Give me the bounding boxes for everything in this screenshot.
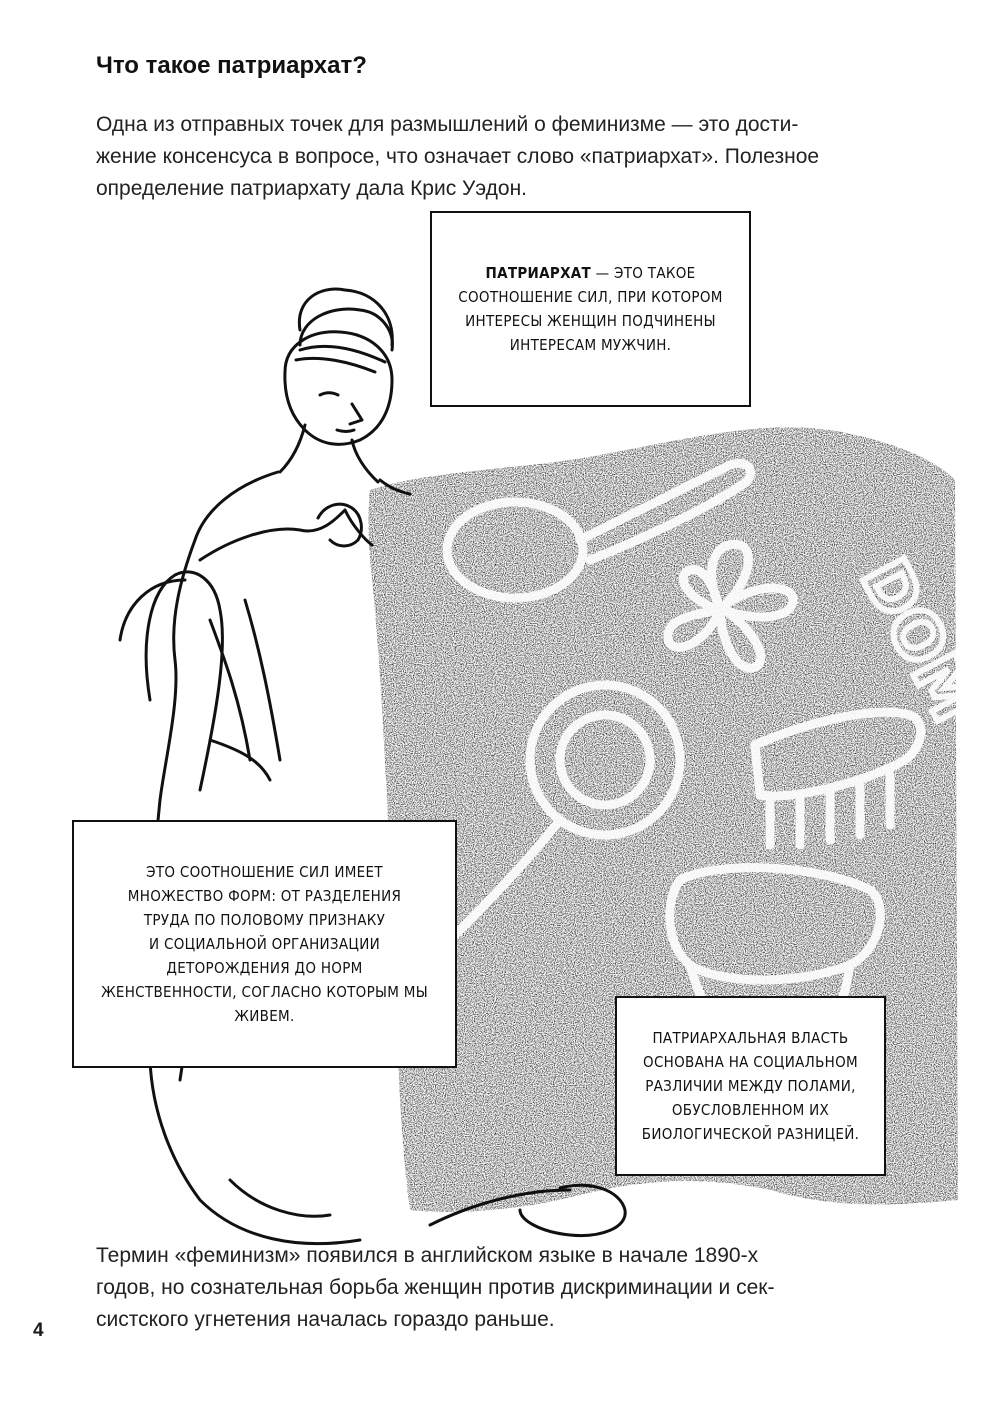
caption-text: ИНТЕРЕСЫ ЖЕНЩИН ПОДЧИНЕНЫ (465, 312, 716, 330)
closing-paragraph (96, 1240, 916, 1336)
closing-line: годов, но сознательная борьба женщин против дискриминации и сек- (96, 1276, 775, 1299)
intro-line: определение патриархату дала Крис Уэдон. (96, 177, 528, 200)
caption-box-definition (430, 211, 751, 407)
caption-text: ДЕТОРОЖДЕНИЯ ДО НОРМ (166, 959, 363, 977)
caption-text: И СОЦИАЛЬНОЙ ОРГАНИЗАЦИИ (148, 935, 380, 953)
caption-term: ПАТРИАРХАТ (485, 264, 592, 282)
cloth-word: DOM (845, 547, 992, 734)
caption-text: РАЗЛИЧИИ МЕЖДУ ПОЛАМИ, (645, 1077, 856, 1095)
caption-text: ИНТЕРЕСАМ МУЖЧИН. (509, 336, 672, 354)
intro-line: Одна из отправных точек для размышлений о феминизме — это дости- (96, 113, 799, 136)
caption-text: ОБУСЛОВЛЕННОМ ИХ (671, 1101, 830, 1119)
page-heading: Что такое патриархат? (96, 52, 367, 79)
caption-box-forms (72, 820, 457, 1068)
caption-text: ЖЕНСТВЕННОСТИ, СОГЛАСНО КОТОРЫМ МЫ (101, 983, 428, 1001)
caption-text: БИОЛОГИЧЕСКОЙ РАЗНИЦЕЙ. (641, 1125, 860, 1143)
caption-text: ТРУДА ПО ПОЛОВОМУ ПРИЗНАКУ (143, 911, 386, 929)
closing-line: Термин «феминизм» появился в английском языке в начале 1890-х (96, 1244, 759, 1267)
caption-text: МНОЖЕСТВО ФОРМ: ОТ РАЗДЕЛЕНИЯ (127, 887, 402, 905)
intro-line: жение консенсуса в вопросе, что означает слово «патриархат». Полезное (96, 145, 820, 168)
caption-box-power (615, 996, 886, 1176)
caption-text: ОСНОВАНА НА СОЦИАЛЬНОМ (643, 1053, 858, 1071)
caption-text: ЖИВЕМ. (234, 1007, 295, 1025)
caption-text: ЭТО СООТНОШЕНИЕ СИЛ ИМЕЕТ (146, 863, 383, 881)
caption-text: ПАТРИАРХАЛЬНАЯ ВЛАСТЬ (652, 1029, 849, 1047)
caption-text: — ЭТО ТАКОЕ (591, 264, 696, 282)
closing-line: систского угнетения началась гораздо раньше. (96, 1308, 555, 1331)
page-number: 4 (33, 1320, 44, 1341)
caption-text: СООТНОШЕНИЕ СИЛ, ПРИ КОТОРОМ (458, 288, 723, 306)
